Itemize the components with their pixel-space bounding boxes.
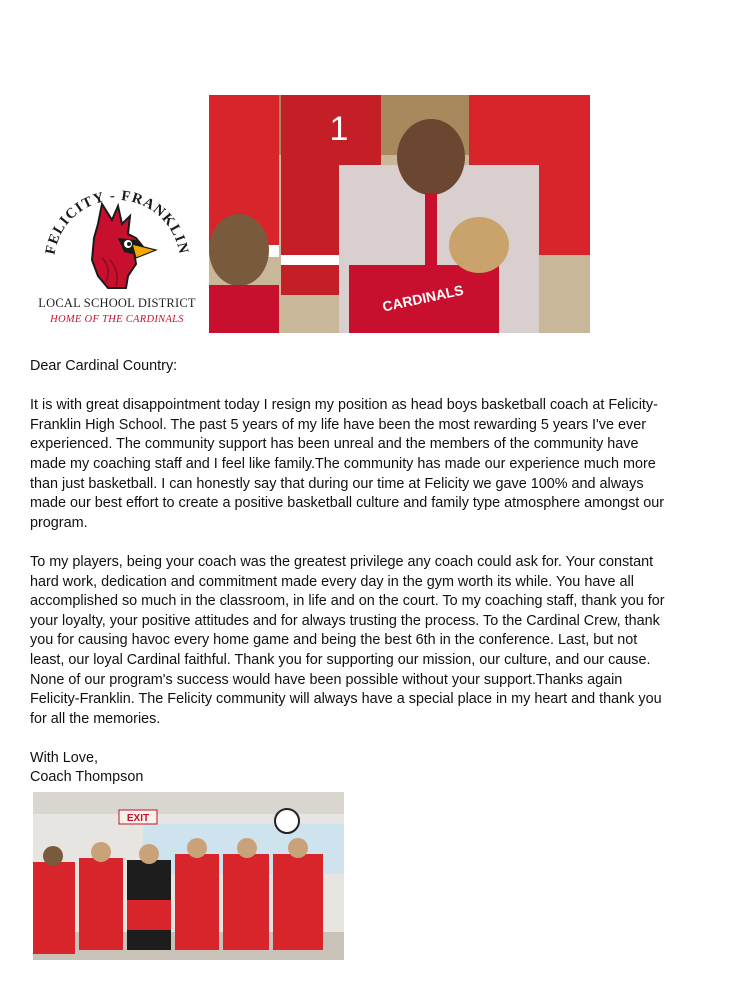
- letter-closing: With Love,: [30, 749, 98, 766]
- jersey-text: CARDINALS: [380, 281, 465, 315]
- logo-district-text: LOCAL SCHOOL DISTRICT: [38, 296, 196, 310]
- logo-arc-text: FELICITY - FRANKLIN: [42, 187, 192, 256]
- exit-sign: EXIT: [126, 813, 150, 824]
- letter-paragraph-1: It is with great disappointment today I resign my position as head boys basketball coach at Felicity-Franklin High School. The past 5 years of my life have been the most rewarding 5 years I've ever experienced. The community support has been unreal and the members of the community have made my coaching staff and I feel like family.The community has made our experience much more than just basketball. I can honestly say that during our time at Felicity we gave 100% and always made our best effort to create a positive basketball culture and family type atmosphere amongst our program.: [30, 397, 665, 531]
- team-photo: [33, 792, 344, 960]
- logo-tagline: HOME OF THE CARDINALS: [50, 314, 184, 325]
- district-logo: [32, 168, 202, 338]
- resignation-letter: [30, 357, 670, 788]
- coach-huddle-photo: [209, 95, 590, 333]
- letter-signature: Coach Thompson: [30, 769, 144, 786]
- letter-paragraph-2: To my players, being your coach was the greatest privilege any coach could ask for. Your constant hard work, dedication and commitment made every day in the gym worth its while. You have all accomplished so much in the classroom, in life and on the court. To my coaching staff, thank you for your loyalty, your positive attitudes and for always trusting the process. To the Cardinal Crew, thank you for causing havoc every home game and being the best 6th in the conference. Last, but not least, our loyal Cardinal faithful. Thank you for supporting our mission, our culture, and our cause. None of our program's success would have been possible without your support.Thanks again Felicity-Franklin. The Felicity community will always have a special place in my heart and thank you for all the memories.: [30, 553, 665, 727]
- cardinal-icon: [92, 204, 156, 288]
- letter-greeting: Dear Cardinal Country:: [30, 358, 178, 374]
- jersey-number: 1: [329, 110, 349, 148]
- logo-graphic: [32, 168, 202, 338]
